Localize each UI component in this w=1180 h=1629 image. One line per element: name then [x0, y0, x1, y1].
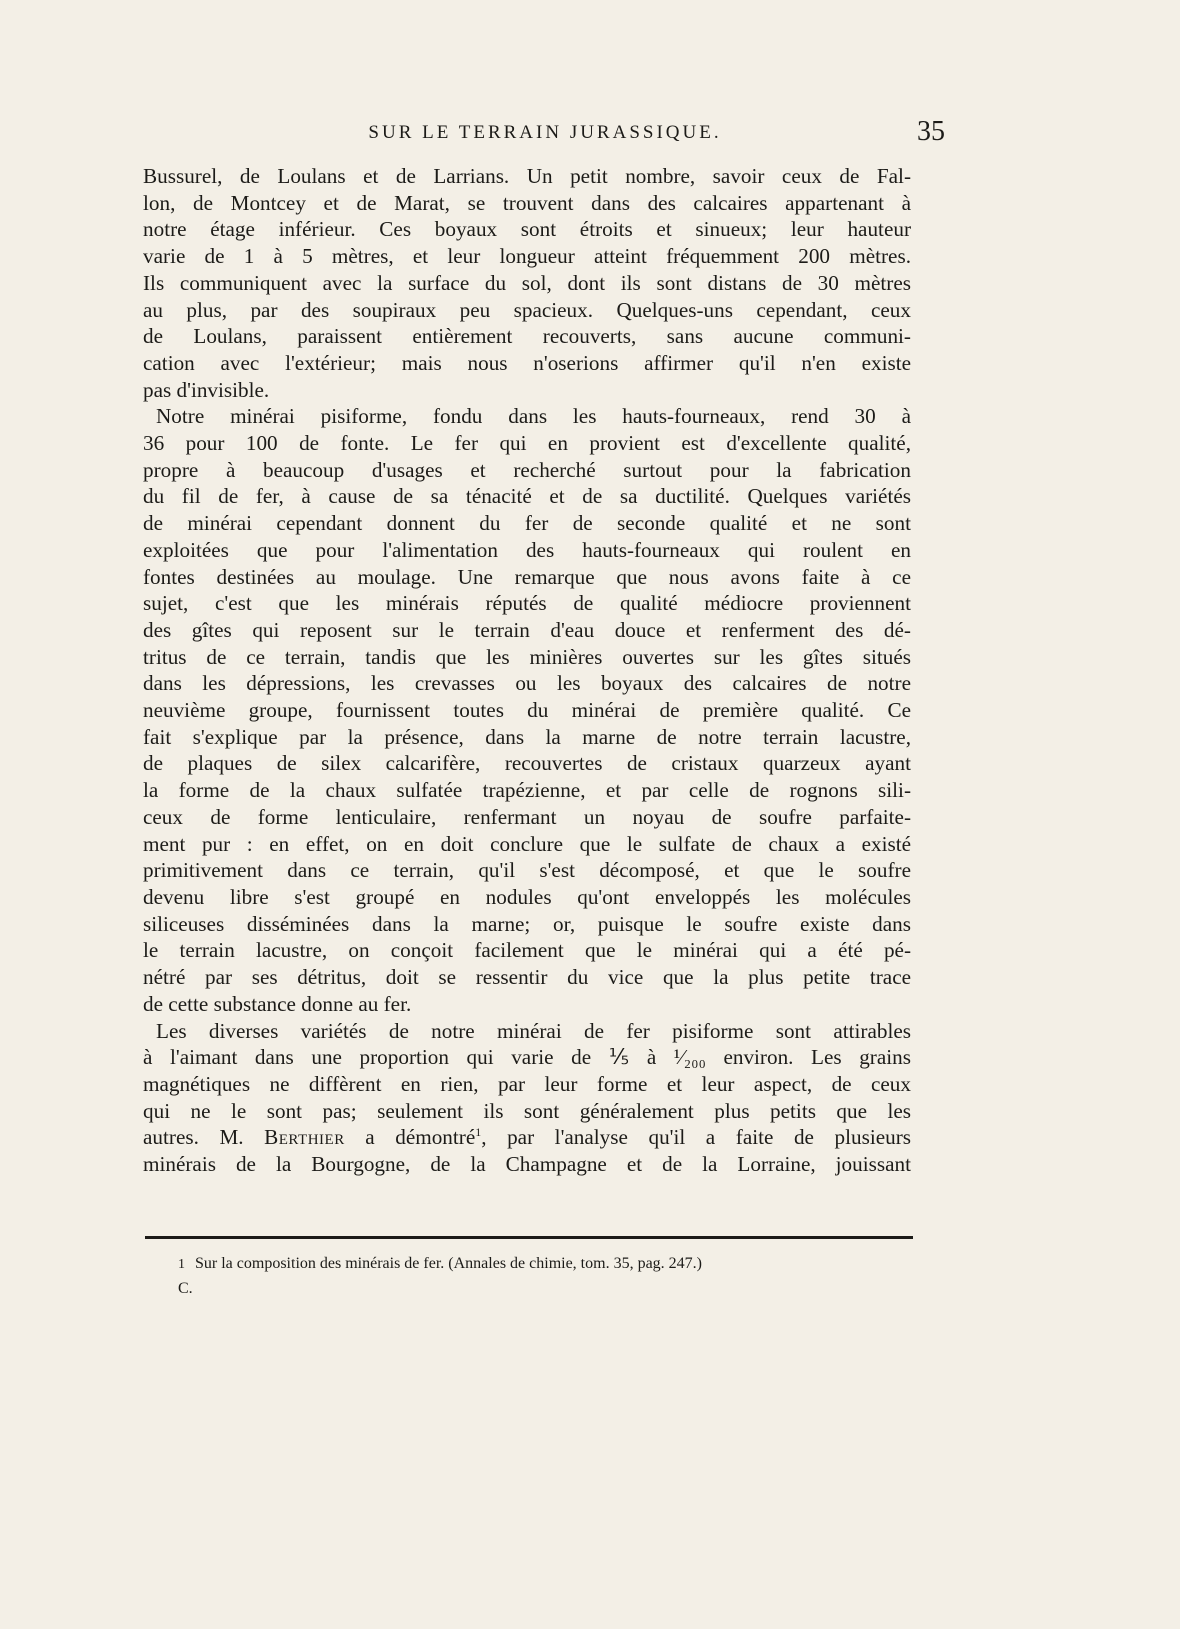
author-name: Berthier	[264, 1125, 345, 1150]
footnote-line	[178, 1252, 918, 1277]
text-line: magnétiques ne diffèrent en rien, par leur forme et leur aspect, de ceux	[143, 1071, 911, 1096]
footnote-text: Sur la composition des minérais de fer. (Annales de chimie, tom. 35, pag. 247.)	[195, 1255, 702, 1272]
running-title: SUR LE TERRAIN JURASSIQUE.	[368, 122, 722, 143]
footnote-reference[interactable]: 1	[475, 1125, 482, 1140]
text-line: le terrain lacustre, on conçoit facilement que le minérai qui a été pé-	[143, 938, 911, 963]
text-line: Ils communiquent avec la surface du sol, dont ils sont distans de 30 mètres	[143, 270, 911, 295]
text-line: sujet, c'est que les minérais réputés de qualité médiocre proviennent	[143, 591, 911, 616]
text-line: fait s'explique par la présence, dans la marne de notre terrain lacustre,	[143, 724, 911, 749]
text-line: primitivement dans ce terrain, qu'il s'est décomposé, et que le soufre	[143, 858, 911, 883]
text-line: des gîtes qui reposent sur le terrain d'eau douce et renferment des dé-	[143, 617, 911, 642]
text-line: la forme de la chaux sulfatée trapézienne, et par celle de rognons sili-	[143, 778, 911, 803]
text-line: au plus, par des soupiraux peu spacieux. Quelques-uns cependant, ceux	[143, 297, 911, 322]
text-line: propre à beaucoup d'usages et recherché surtout pour la fabrication	[143, 457, 911, 482]
text-line: devenu libre s'est groupé en nodules qu'ont enveloppés les molécules	[143, 884, 911, 909]
footnote-mark: 1	[178, 1257, 185, 1272]
page-number: 35	[917, 116, 945, 147]
text-line: neuvième groupe, fournissent toutes du minérai de première qualité. Ce	[143, 698, 911, 723]
page-header	[145, 116, 945, 152]
footnote	[178, 1252, 918, 1301]
text-line: de minérai cependant donnent du fer de seconde qualité et ne sont	[143, 511, 911, 536]
text-line: Les diverses variétés de notre minérai de fer pisiforme sont attirables	[156, 1018, 911, 1043]
text-line: siliceuses disséminées dans la marne; or, puisque le soufre existe dans	[143, 911, 911, 936]
text-line: ment pur : en effet, on en doit conclure que le sulfate de chaux a existé	[143, 831, 911, 856]
text-line: nétré par ses détritus, doit se ressentir du vice que la plus petite trace	[143, 965, 911, 990]
text-line: dans les dépressions, les crevasses ou les boyaux des calcaires de notre	[143, 671, 911, 696]
text-line: qui ne le sont pas; seulement ils sont généralement plus petits que les	[143, 1098, 911, 1123]
text-line: lon, de Montcey et de Marat, se trouvent dans des calcaires appartenant à	[143, 190, 911, 215]
text-line-with-citation: autres. M. Berthier a démontré$^1$, par l'analyse qu'il a faite de plusieurs	[143, 1125, 911, 1150]
paragraph-1	[143, 163, 911, 403]
text-line: de plaques de silex calcarifère, recouvertes de cristaux quarzeux ayant	[143, 751, 911, 776]
text-line: tritus de ce terrain, tandis que les minières ouvertes sur les gîtes situés	[143, 644, 911, 669]
text-line: Notre minérai pisiforme, fondu dans les hauts-fourneaux, rend 30 à	[156, 404, 911, 429]
text-line: exploitées que pour l'alimentation des hauts-fourneaux qui roulent en	[143, 537, 911, 562]
text-line: 36 pour 100 de fonte. Le fer qui en provient est d'excellente qualité,	[143, 431, 911, 456]
paragraph-2	[143, 403, 911, 1017]
text-line: cation avec l'extérieur; mais nous n'oserions affirmer qu'il n'en existe	[143, 350, 911, 375]
text-line: à l'aimant dans une proportion qui varie de ⅕ à ¹⁄₂₀₀ environ. Les grains	[143, 1045, 911, 1070]
text-line: Bussurel, de Loulans et de Larrians. Un petit nombre, savoir ceux de Fal-	[143, 164, 911, 188]
text-line: notre étage inférieur. Ces boyaux sont étroits et sinueux; leur hauteur	[143, 217, 911, 242]
body-text	[143, 163, 911, 1178]
text-line: pas d'invisible.	[143, 377, 270, 402]
text-line: varie de 1 à 5 mètres, et leur longueur atteint fréquemment 200 mètres.	[143, 244, 911, 269]
text-line: fontes destinées au moulage. Une remarque que nous avons faite à ce	[143, 564, 911, 589]
paragraph-3	[143, 1018, 911, 1178]
text-segment: a démontré	[365, 1125, 476, 1150]
text-segment: autres.	[143, 1125, 199, 1150]
text-line: minérais de la Bourgogne, de la Champagne et de la Lorraine, jouissant	[143, 1152, 911, 1177]
text-line: du fil de fer, à cause de sa ténacité et de sa ductilité. Quelques variétés	[143, 484, 911, 509]
footnote-divider	[145, 1236, 913, 1239]
text-line: ceux de forme lenticulaire, renfermant un noyau de soufre parfaite-	[143, 804, 911, 829]
footnote-signature: C.	[178, 1280, 193, 1297]
text-line: de Loulans, paraissent entièrement recouverts, sans aucune communi-	[143, 324, 911, 349]
text-segment: , par l'analyse qu'il a faite de plusieurs	[481, 1125, 911, 1150]
text-line: de cette substance donne au fer.	[143, 991, 412, 1016]
